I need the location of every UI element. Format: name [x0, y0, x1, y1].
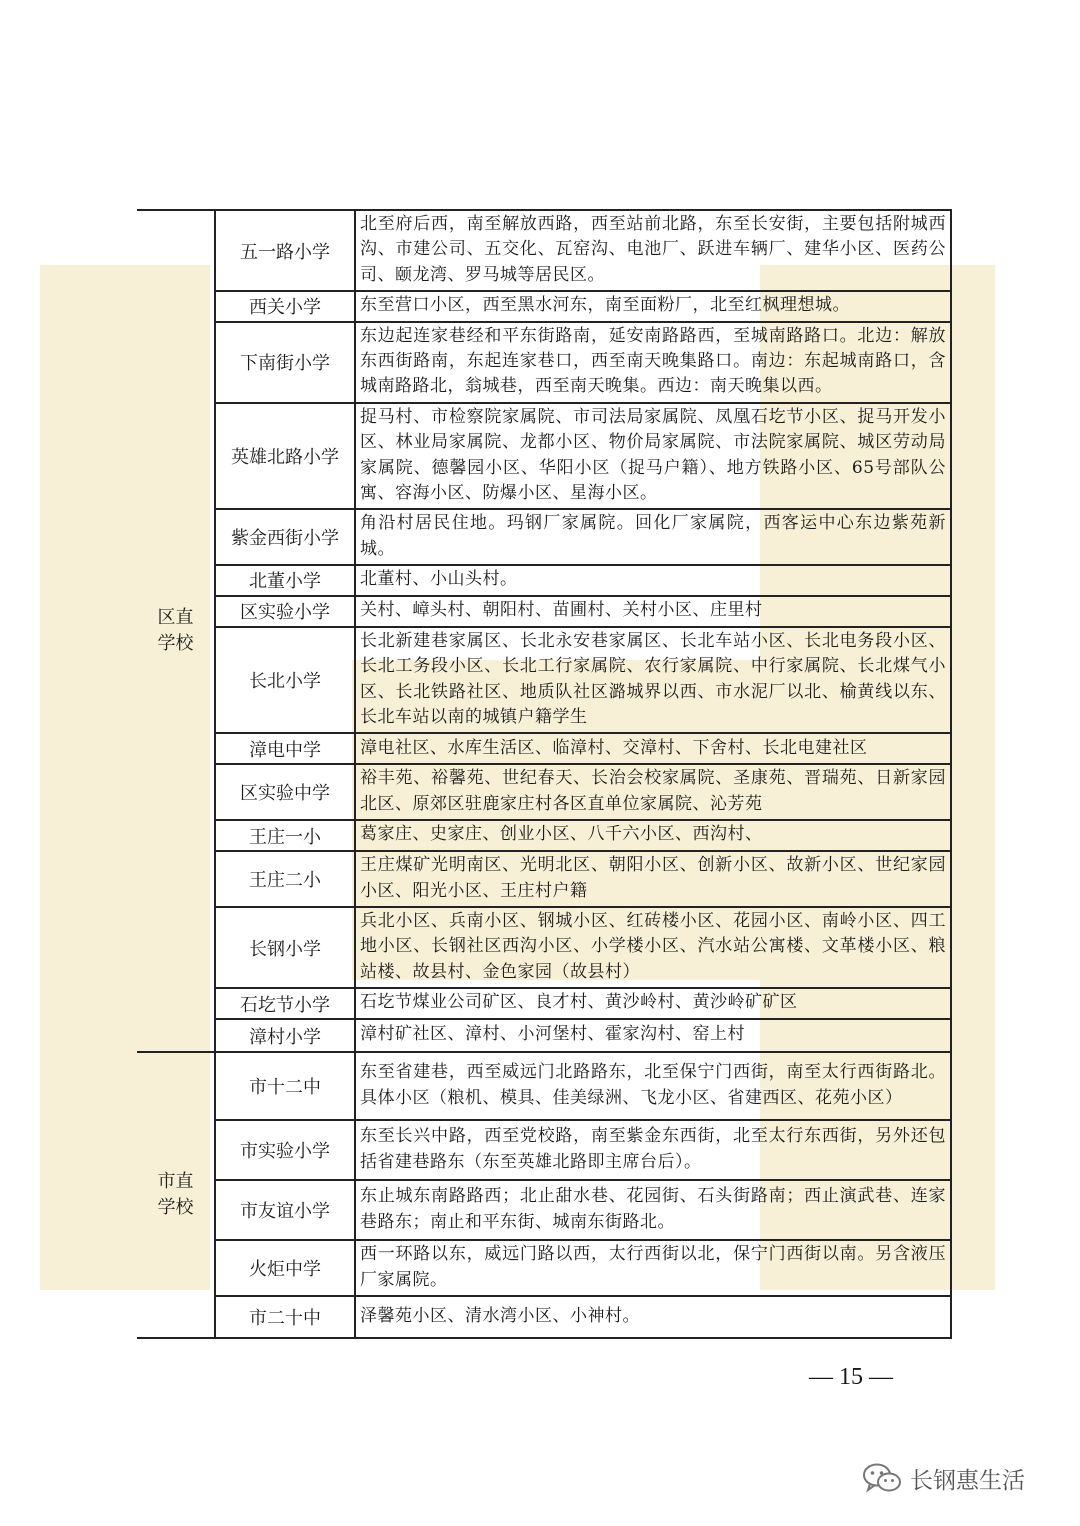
enrollment-range-cell: 关村、嶂头村、朝阳村、苗圃村、关村小区、庄里村 [355, 596, 951, 627]
table-row [137, 851, 951, 907]
table-row [137, 509, 951, 565]
enrollment-range-cell: 王庄煤矿光明南区、光明北区、朝阳小区、创新小区、故新小区、世纪家园小区、阳光小区、王庄村户籍 [355, 851, 951, 907]
school-name-cell: 石圪节小学 [215, 988, 355, 1019]
enrollment-range-cell: 东至长兴中路，西至党校路，南至紫金东西街，北至太行东西街，另外还包括省建巷路东（东至英雄北路即主席台后）。 [355, 1120, 951, 1180]
wechat-account-footer [862, 1461, 1062, 1495]
enrollment-range-cell: 东至省建巷，西至威远门北路路东，北至保宁门西街，南至太行西街路北。具体小区（粮机、模具、佳美绿洲、飞龙小区、省建西区、花苑小区） [355, 1052, 951, 1120]
category-cell [137, 210, 215, 1052]
school-name-cell: 五一路小学 [215, 210, 355, 291]
school-name-cell: 长北小学 [215, 627, 355, 734]
table-row [137, 322, 951, 403]
school-name-cell: 区实验小学 [215, 596, 355, 627]
enrollment-range-cell: 角沿村居民住地。玛钢厂家属院。回化厂家属院，西客运中心东边紫苑新城。 [355, 509, 951, 565]
table-row [137, 1052, 951, 1120]
enrollment-range-cell: 长北新建巷家属区、长北永安巷家属区、长北车站小区、长北电务段小区、长北工务段小区、长北工行家属院、农行家属院、中行家属院、长北煤气小区、长北铁路社区、地质队社区潞城界以西、市水泥厂以北、榆黄线以东、长北车站以南的城镇户籍学生 [355, 627, 951, 734]
category-label: 市直学校 [157, 1171, 194, 1219]
school-name-cell: 英雄北路小学 [215, 403, 355, 510]
category-label: 区直学校 [157, 607, 194, 655]
table-row [137, 907, 951, 988]
enrollment-range-cell: 漳电社区、水库生活区、临漳村、交漳村、下舍村、长北电建社区 [355, 733, 951, 764]
enrollment-range-cell: 石圪节煤业公司矿区、良才村、黄沙岭村、黄沙岭矿矿区 [355, 988, 951, 1019]
table-row [137, 1019, 951, 1052]
table-row [137, 210, 951, 291]
enrollment-range-cell: 北董村、小山头村。 [355, 565, 951, 595]
wechat-account-name: 长钢惠生活 [910, 1467, 1025, 1494]
enrollment-range-cell: 东边起连家巷经和平东街路南，延安南路路西，至城南路路口。北边：解放东西街路南，东起连家巷口，西至南天晚集路口。南边：东起城南路口，含城南路路北，翁城巷，西至南天晚集。西边：南天晚集以西。 [355, 322, 951, 403]
table-row [137, 820, 951, 851]
table-row [137, 403, 951, 510]
table-row [137, 1180, 951, 1240]
enrollment-range-cell: 东止城东南路路西；北止甜水巷、花园街、石头街路南；西止演武巷、连家巷路东；南止和平东街、城南东街路北。 [355, 1180, 951, 1240]
table-row [137, 1120, 951, 1180]
page-number: — 15 — [809, 1364, 893, 1390]
enrollment-range-cell: 裕丰苑、裕馨苑、世纪春天、长治会校家属院、圣康苑、晋瑞苑、日新家园北区、原郊区驻鹿家庄村各区直单位家属院、沁芳苑 [355, 764, 951, 820]
school-name-cell: 下南街小学 [215, 322, 355, 403]
school-name-cell: 王庄二小 [215, 851, 355, 907]
school-name-cell: 北董小学 [215, 565, 355, 595]
school-name-cell: 市友谊小学 [215, 1180, 355, 1240]
enrollment-range-cell: 兵北小区、兵南小区、钢城小区、红砖楼小区、花园小区、南岭小区、四工地小区、长钢社区西沟小区、小学楼小区、汽水站公寓楼、文革楼小区、粮站楼、故县村、金色家园（故县村） [355, 907, 951, 988]
school-name-cell: 紫金西街小学 [215, 509, 355, 565]
table-row [137, 627, 951, 734]
table-row [137, 1296, 951, 1338]
school-name-cell: 区实验中学 [215, 764, 355, 820]
table-row [137, 988, 951, 1019]
enrollment-range-cell: 捉马村、市检察院家属院、市司法局家属院、凤凰石圪节小区、捉马开发小区、林业局家属院、龙都小区、物价局家属院、市法院家属院、城区劳动局家属院、德馨园小区、华阳小区（捉马户籍）、地方铁路小区、65号部队公寓、容海小区、防爆小区、星海小区。 [355, 403, 951, 510]
school-name-cell: 西关小学 [215, 291, 355, 321]
table-row [137, 291, 951, 321]
enrollment-range-cell: 西一环路以东，威远门路以西，太行西街以北，保宁门西街以南。另含液压厂家属院。 [355, 1240, 951, 1296]
enrollment-range-cell: 漳村矿社区、漳村、小河堡村、霍家沟村、窑上村 [355, 1019, 951, 1052]
wechat-icon [862, 1462, 902, 1494]
enrollment-range-cell: 葛家庄、史家庄、创业小区、八千六小区、西沟村、 [355, 820, 951, 851]
school-name-cell: 王庄一小 [215, 820, 355, 851]
school-name-cell: 长钢小学 [215, 907, 355, 988]
table-row [137, 733, 951, 764]
school-name-cell: 市实验小学 [215, 1120, 355, 1180]
enrollment-range-cell: 东至营口小区，西至黑水河东，南至面粉厂，北至红枫理想城。 [355, 291, 951, 321]
table-body [137, 210, 951, 1338]
school-name-cell: 市二十中 [215, 1296, 355, 1338]
school-name-cell: 漳村小学 [215, 1019, 355, 1052]
enrollment-range-cell: 北至府后西，南至解放西路，西至站前北路，东至长安街，主要包括附城西沟、市建公司、五交化、瓦窑沟、电池厂、跃进车辆厂、建华小区、医药公司、颐龙湾、罗马城等居民区。 [355, 210, 951, 291]
school-name-cell: 火炬中学 [215, 1240, 355, 1296]
category-cell [137, 1052, 215, 1338]
school-district-table [137, 209, 952, 1339]
table-row [137, 764, 951, 820]
school-name-cell: 市十二中 [215, 1052, 355, 1120]
table-row [137, 596, 951, 627]
table-row [137, 1240, 951, 1296]
table-row [137, 565, 951, 595]
enrollment-range-cell: 泽馨苑小区、清水湾小区、小神村。 [355, 1296, 951, 1338]
school-name-cell: 漳电中学 [215, 733, 355, 764]
